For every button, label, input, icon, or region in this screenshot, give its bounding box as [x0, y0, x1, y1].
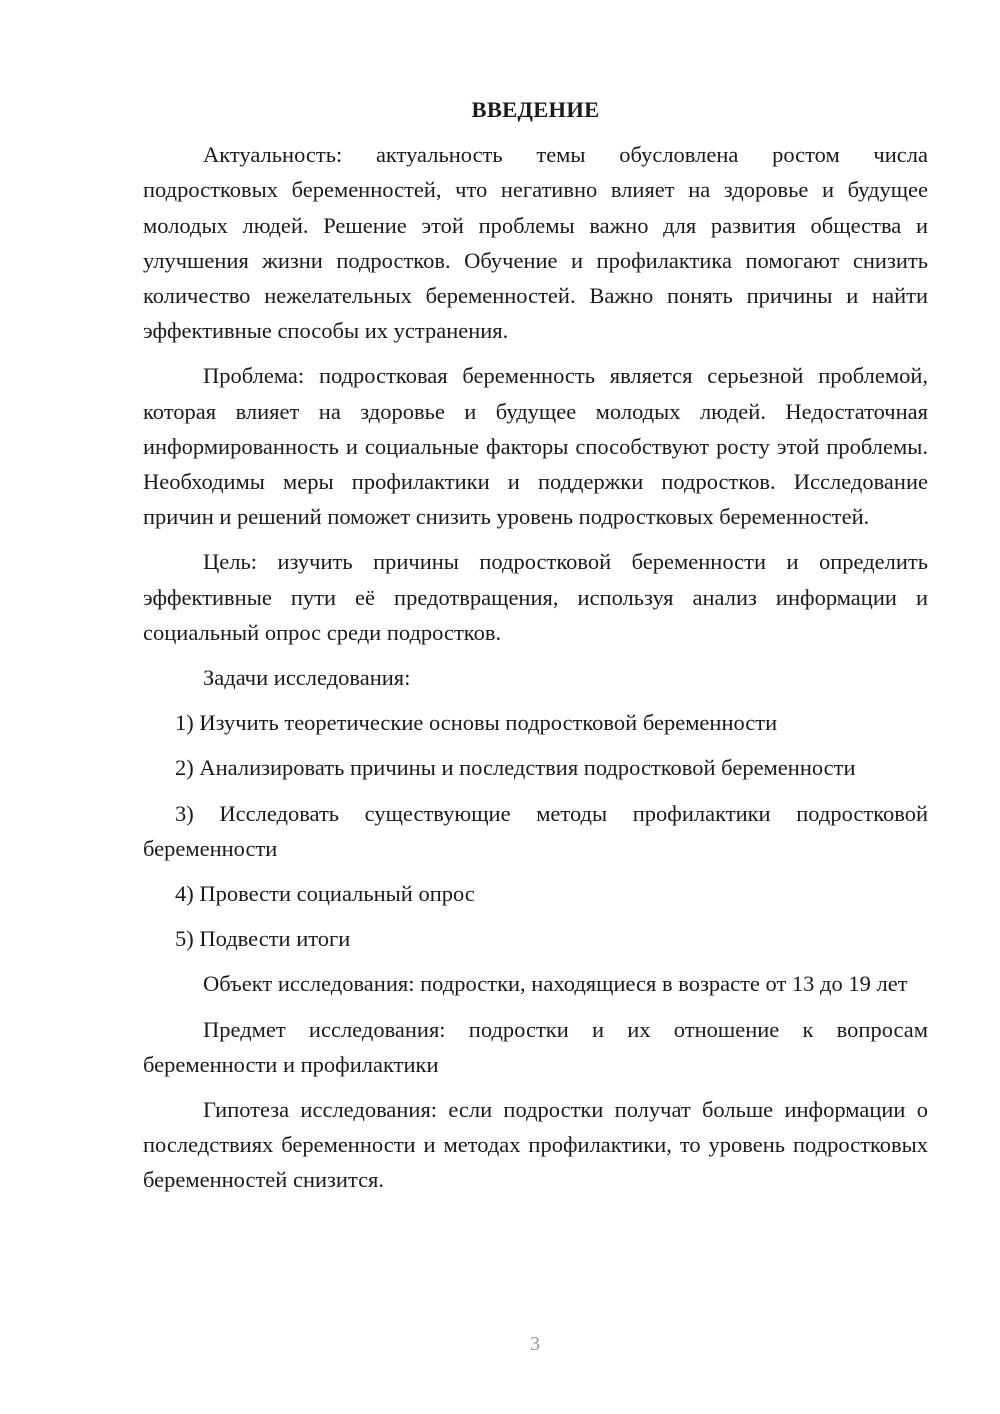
- page-title: ВВЕДЕНИЕ: [471, 97, 600, 122]
- problem-paragraph: Проблема: подростковая беременность является серьезной проблемой, которая влияет на здоровье и будущее молодых людей. Недостаточная информированность и социальные факторы способствуют росту этой проблемы. Необходимы меры профилактики и поддержки подростков. Исследование причин и решений поможет снизить уровень подростковых беременностей.: [143, 363, 928, 530]
- task-item-4: 4) Провести социальный опрос: [175, 881, 475, 907]
- task-item-1: 1) Изучить теоретические основы подростковой беременности: [175, 710, 778, 736]
- object-paragraph: Объект исследования: подростки, находящиеся в возрасте от 13 до 19 лет: [203, 971, 908, 997]
- document-body: [143, 92, 928, 1208]
- tasks-heading: Задачи исследования:: [203, 665, 411, 691]
- task-item-3: 3) Исследовать существующие методы профилактики подростковой беременности: [143, 800, 928, 861]
- page-number: 3: [530, 1333, 540, 1355]
- relevance-paragraph: Актуальность: актуальность темы обусловлена ростом числа подростковых беременностей, что негативно влияет на здоровье и будущее молодых людей. Решение этой проблемы важно для развития общества и улучшения жизни подростков. Обучение и профилактика помогают снизить количество нежелательных беременностей. Важно понять причины и найти эффективные способы их устранения.: [143, 142, 928, 344]
- hypothesis-paragraph: Гипотеза исследования: если подростки получат больше информации о последствиях беременности и методах профилактики, то уровень подростковых беременностей снизится.: [143, 1097, 928, 1193]
- goal-paragraph: Цель: изучить причины подростковой беременности и определить эффективные пути её предотвращения, используя анализ информации и социальный опрос среди подростков.: [143, 549, 928, 645]
- task-item-5: 5) Подвести итоги: [175, 926, 351, 952]
- subject-paragraph: Предмет исследования: подростки и их отношение к вопросам беременности и профилактики: [143, 1016, 928, 1077]
- task-item-2: 2) Анализировать причины и последствия подростковой беременности: [175, 755, 856, 781]
